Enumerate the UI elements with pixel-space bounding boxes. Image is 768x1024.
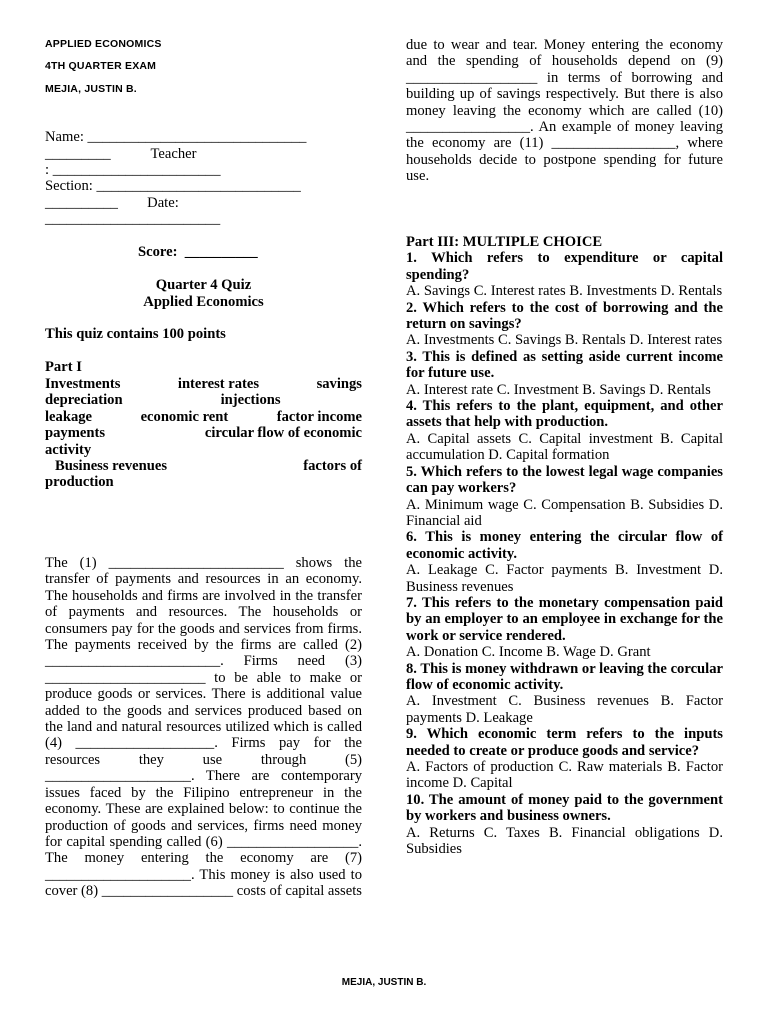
multiple-choice-section bbox=[406, 234, 723, 857]
question-text: 5. Which refers to the lowest legal wage companies can pay workers? bbox=[406, 463, 723, 497]
student-header: MEJIA, JUSTIN B. bbox=[45, 83, 137, 95]
part3-heading: Part III: MULTIPLE CHOICE bbox=[406, 234, 603, 250]
term-row bbox=[45, 474, 362, 490]
question-text: 6. This is money entering the circular flow of economic activity. bbox=[406, 529, 723, 562]
question-item bbox=[406, 595, 723, 661]
answer-choices: A. Interest rate C. Investment B. Savings D. Rentals bbox=[406, 381, 711, 398]
question-text: 4. This refers to the plant, equipment, and other assets that help with production. bbox=[406, 398, 723, 431]
term: Business revenues bbox=[55, 458, 168, 475]
term: factors of bbox=[303, 458, 362, 475]
question-text: 7. This refers to the monetary compensation paid by an employer to an employee in exchange for the work or service rendered. bbox=[406, 594, 723, 644]
term-row bbox=[45, 409, 362, 425]
term: leakage bbox=[45, 408, 93, 425]
question-item bbox=[406, 250, 723, 299]
name-field: Name: ______________________________ bbox=[45, 129, 307, 145]
section-field: Section: ____________________________ bbox=[45, 178, 301, 194]
teacher-field-line: : _______________________ bbox=[45, 162, 221, 178]
question-item bbox=[406, 464, 723, 530]
answer-choices: A. Minimum wage C. Compensation B. Subsidies D. Financial aid bbox=[406, 496, 723, 529]
term-row bbox=[45, 376, 362, 392]
question-text: 9. Which economic term refers to the inputs needed to create or produce goods and service? bbox=[406, 726, 723, 759]
exam-header: 4TH QUARTER EXAM bbox=[45, 60, 157, 72]
part1-heading: Part I bbox=[45, 359, 82, 375]
fill-in-paragraph-continued: due to wear and tear. Money entering the economy and the spending of households depend on (9) __________________ in terms of borrowing and building up of savings respectively. But there is also money leaving the economy which are called (10) _________________. An example of money leaving the economy are (11) _________________, where households decide to postpone spending for future use. bbox=[406, 37, 723, 185]
question-text: 8. This is money withdrawn or leaving the corcular flow of economic activity. bbox=[406, 660, 723, 693]
question-item bbox=[406, 726, 723, 792]
term-row bbox=[45, 458, 362, 474]
term: injections bbox=[220, 392, 281, 409]
term-row bbox=[45, 392, 362, 408]
fill-in-paragraph: The (1) ________________________ shows the transfer of payments and resources in an economy. The households and firms are involved in the transfer of payments and resources. The households or consumers pay for the goods and services from firms. The payments received by the firms are called (2) ________________________. Firms need (3) ______________________ to be able to make or produce goods or services. There is additional value added to the goods and services produced based on the land and natural resources utilized which is called (4) ___________________. Firms pay for the resources they use through (5) ____________________. There are contemporary issues faced by the Filipino entrepreneur in the economy. These are explained below: to continue the production of goods and services, firms need money for capital spending called (6) __________________. The money entering the economy are (7) ____________________. This money is also used to cover (8) __________________ costs of capital assets bbox=[45, 555, 362, 900]
quiz-subtitle: Applied Economics bbox=[143, 294, 264, 310]
question-item bbox=[406, 661, 723, 727]
question-text: 3. This is defined as setting aside current income for future use. bbox=[406, 348, 723, 382]
term: savings bbox=[316, 376, 362, 392]
score-field: Score: __________ bbox=[138, 244, 258, 260]
term: depreciation bbox=[45, 392, 123, 409]
question-text: 1. Which refers to expenditure or capital spending? bbox=[406, 250, 723, 283]
answer-choices: A. Returns C. Taxes B. Financial obligations D. Subsidies bbox=[406, 824, 723, 858]
teacher-field: _________ Teacher bbox=[45, 146, 197, 162]
points-note: This quiz contains 100 points bbox=[45, 326, 226, 342]
answer-choices: A. Factors of production C. Raw materials B. Factor income D. Capital bbox=[406, 759, 723, 792]
term: economic rent bbox=[140, 408, 229, 425]
page-footer: MEJIA, JUSTIN B. bbox=[341, 977, 427, 988]
question-text: 2. Which refers to the cost of borrowing and the return on savings? bbox=[406, 299, 723, 333]
question-item bbox=[406, 300, 723, 349]
term-row bbox=[45, 442, 362, 458]
term: circular flow of economic bbox=[204, 425, 362, 442]
term-row bbox=[45, 425, 362, 441]
subject-header: APPLIED ECONOMICS bbox=[45, 38, 162, 50]
term: factor income bbox=[276, 408, 362, 425]
answer-choices: A. Donation C. Income B. Wage D. Grant bbox=[406, 644, 651, 661]
question-item bbox=[406, 792, 723, 858]
quiz-title: Quarter 4 Quiz bbox=[155, 277, 252, 293]
question-item bbox=[406, 529, 723, 595]
question-item bbox=[406, 398, 723, 464]
answer-choices: A. Leakage C. Factor payments B. Investment D. Business revenues bbox=[406, 562, 723, 595]
term: payments bbox=[45, 425, 105, 442]
term: activity bbox=[45, 441, 92, 458]
term: production bbox=[45, 474, 114, 491]
term: Investments bbox=[45, 376, 121, 392]
term: interest rates bbox=[177, 376, 260, 392]
question-text: 10. The amount of money paid to the government by workers and business owners. bbox=[406, 791, 723, 825]
date-field-line: ________________________ bbox=[45, 211, 221, 227]
term-bank bbox=[45, 376, 362, 491]
answer-choices: A. Savings C. Interest rates B. Investments D. Rentals bbox=[406, 283, 723, 300]
answer-choices: A. Capital assets C. Capital investment B. Capital accumulation D. Capital formation bbox=[406, 430, 723, 464]
answer-choices: A. Investment C. Business revenues B. Factor payments D. Leakage bbox=[406, 693, 723, 726]
date-field: __________ Date: bbox=[45, 195, 179, 211]
answer-choices: A. Investments C. Savings B. Rentals D. Interest rates bbox=[406, 332, 723, 349]
question-item bbox=[406, 349, 723, 398]
